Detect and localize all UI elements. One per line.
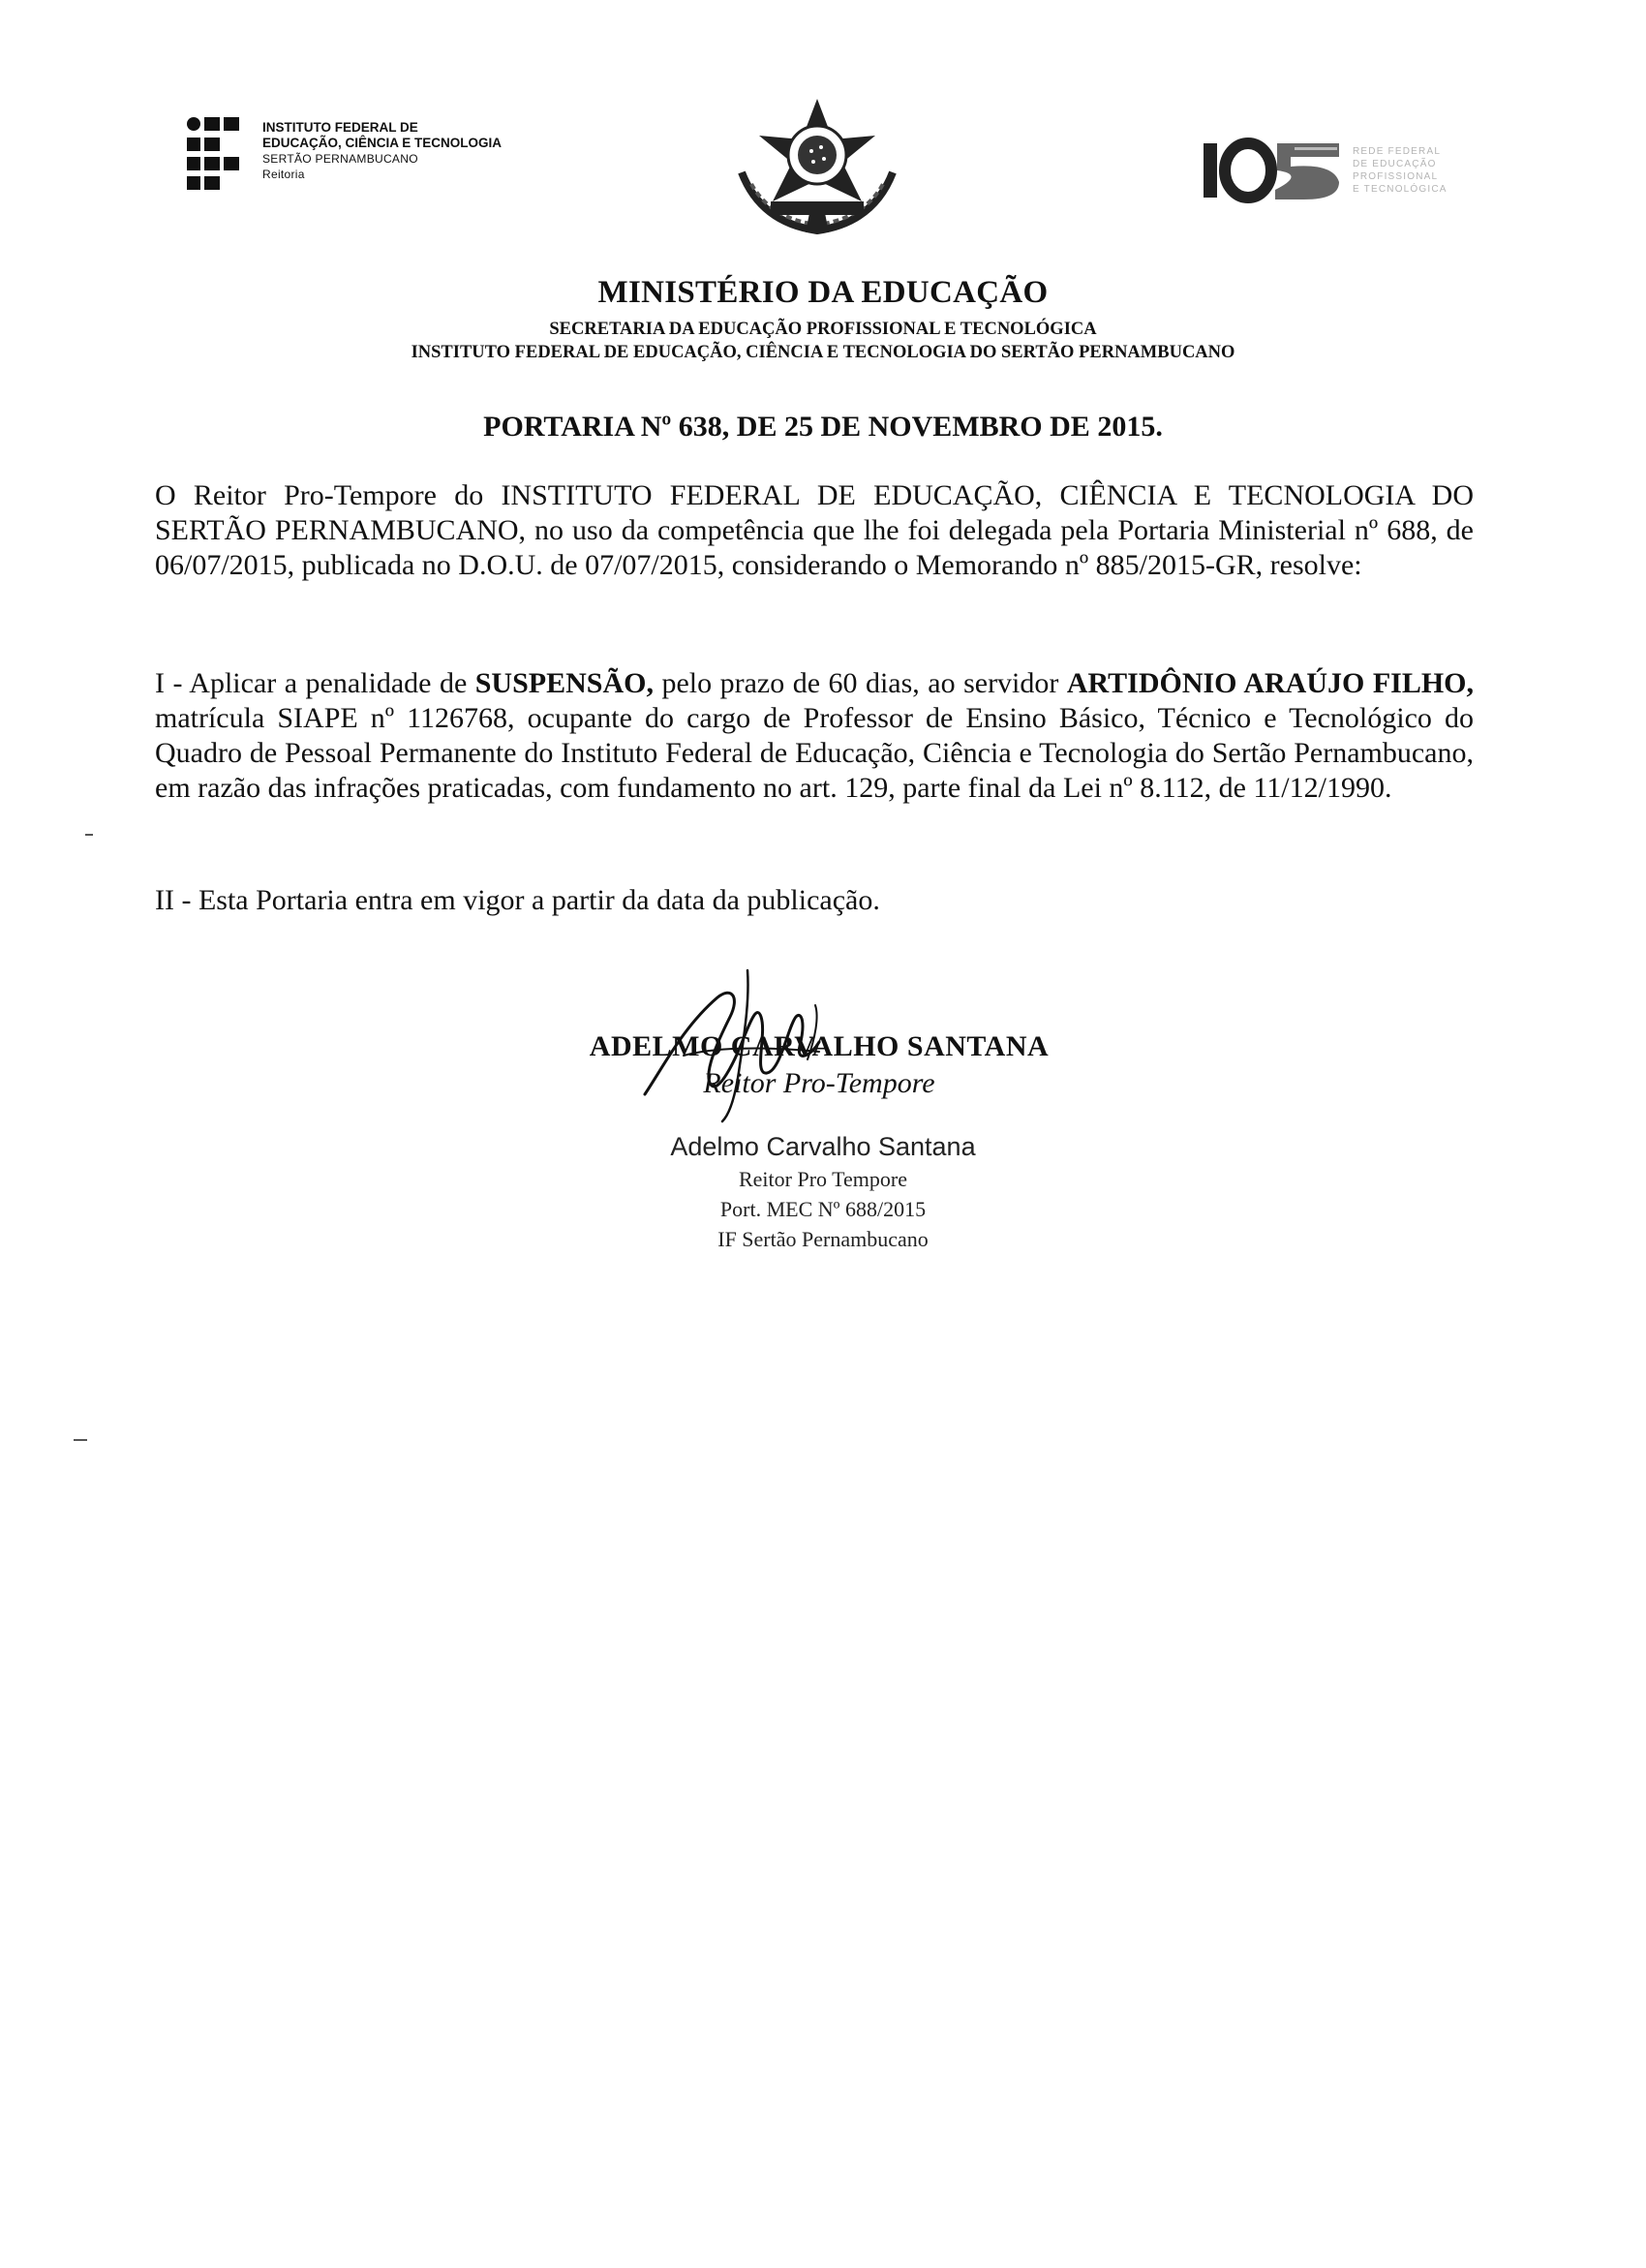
stamp-institution: IF Sertão Pernambucano [717, 1227, 929, 1251]
signatory-name: ADELMO CARVALHO SANTANA [589, 1030, 1050, 1062]
ten-years-logo-icon [1198, 136, 1343, 203]
if-logo-grid-icon [187, 116, 243, 196]
if-logo-line4: Reitoria [262, 168, 305, 181]
article-one-mid: pelo prazo de 60 dias, ao servidor [653, 667, 1067, 699]
server-name: ARTIDÔNIO ARAÚJO FILHO, [1066, 667, 1474, 699]
official-stamp [581, 1129, 1065, 1254]
anniversary-logo-line4: E TECNOLÓGICA [1353, 184, 1448, 195]
article-one-paragraph [155, 666, 1474, 806]
preamble-paragraph: O Reitor Pro-Tempore do INSTITUTO FEDERAL DE EDUCAÇÃO, CIÊNCIA E TECNOLOGIA DO SERTÃO PERNAMBUCANO, no uso da competência que lhe foi delegada pela Portaria Ministerial nº 688, de 06/07/2015, publicada no D.O.U. de 07/07/2015, considerando o Memorando nº 885/2015-GR, resolve: [155, 479, 1474, 581]
if-logo-line3: SERTÃO PERNAMBUCANO [262, 152, 418, 166]
article-one-rest: matrícula SIAPE nº 1126768, ocupante do cargo de Professor de Ensino Básico, Técnico e Tecnológico do Quadro de Pessoal Permanente do Instituto Federal de Educação, Ciência e Tecnologia do Sertão Pernambucano, em razão das infrações praticadas, com fundamento no art. 129, parte final da Lei nº 8.112, de 11/12/1990. [155, 702, 1474, 804]
ministry-heading: MINISTÉRIO DA EDUCAÇÃO [597, 275, 1049, 310]
document-title: PORTARIA Nº 638, DE 25 DE NOVEMBRO DE 2015. [483, 411, 1163, 443]
stamp-port: Port. MEC Nº 688/2015 [719, 1197, 927, 1221]
if-logo-line1: INSTITUTO FEDERAL DE [262, 120, 418, 135]
anniversary-logo-line1: REDE FEDERAL [1353, 146, 1442, 157]
stamp-name: Adelmo Carvalho Santana [670, 1132, 976, 1161]
penalty-text: SUSPENSÃO, [474, 667, 654, 699]
secretaria-heading: SECRETARIA DA EDUCAÇÃO PROFISSIONAL E TECNOLÓGICA [549, 320, 1097, 339]
brazil-coat-of-arms-icon [732, 97, 902, 236]
if-logo-line2: EDUCAÇÃO, CIÊNCIA E TECNOLOGIA [262, 136, 503, 150]
if-logo-text [262, 120, 502, 182]
anniversary-logo-line2: DE EDUCAÇÃO [1353, 159, 1437, 169]
scan-mark [74, 1439, 87, 1441]
stamp-role: Reitor Pro Tempore [738, 1167, 908, 1191]
article-two-paragraph: II - Esta Portaria entra em vigor a partir da data da publicação. [155, 884, 880, 916]
institute-heading: INSTITUTO FEDERAL DE EDUCAÇÃO, CIÊNCIA E TECNOLOGIA DO SERTÃO PERNAMBUCANO [411, 343, 1235, 362]
anniversary-logo-line3: PROFISSIONAL [1353, 171, 1439, 182]
article-one-prefix: I - Aplicar a penalidade de [155, 667, 475, 699]
institute-logo [187, 116, 613, 203]
anniversary-logo-text [1353, 145, 1448, 196]
scan-mark [85, 834, 93, 836]
anniversary-logo [1198, 136, 1478, 223]
handwritten-signature [625, 959, 877, 1123]
signatory-role: Reitor Pro-Tempore [703, 1067, 935, 1099]
